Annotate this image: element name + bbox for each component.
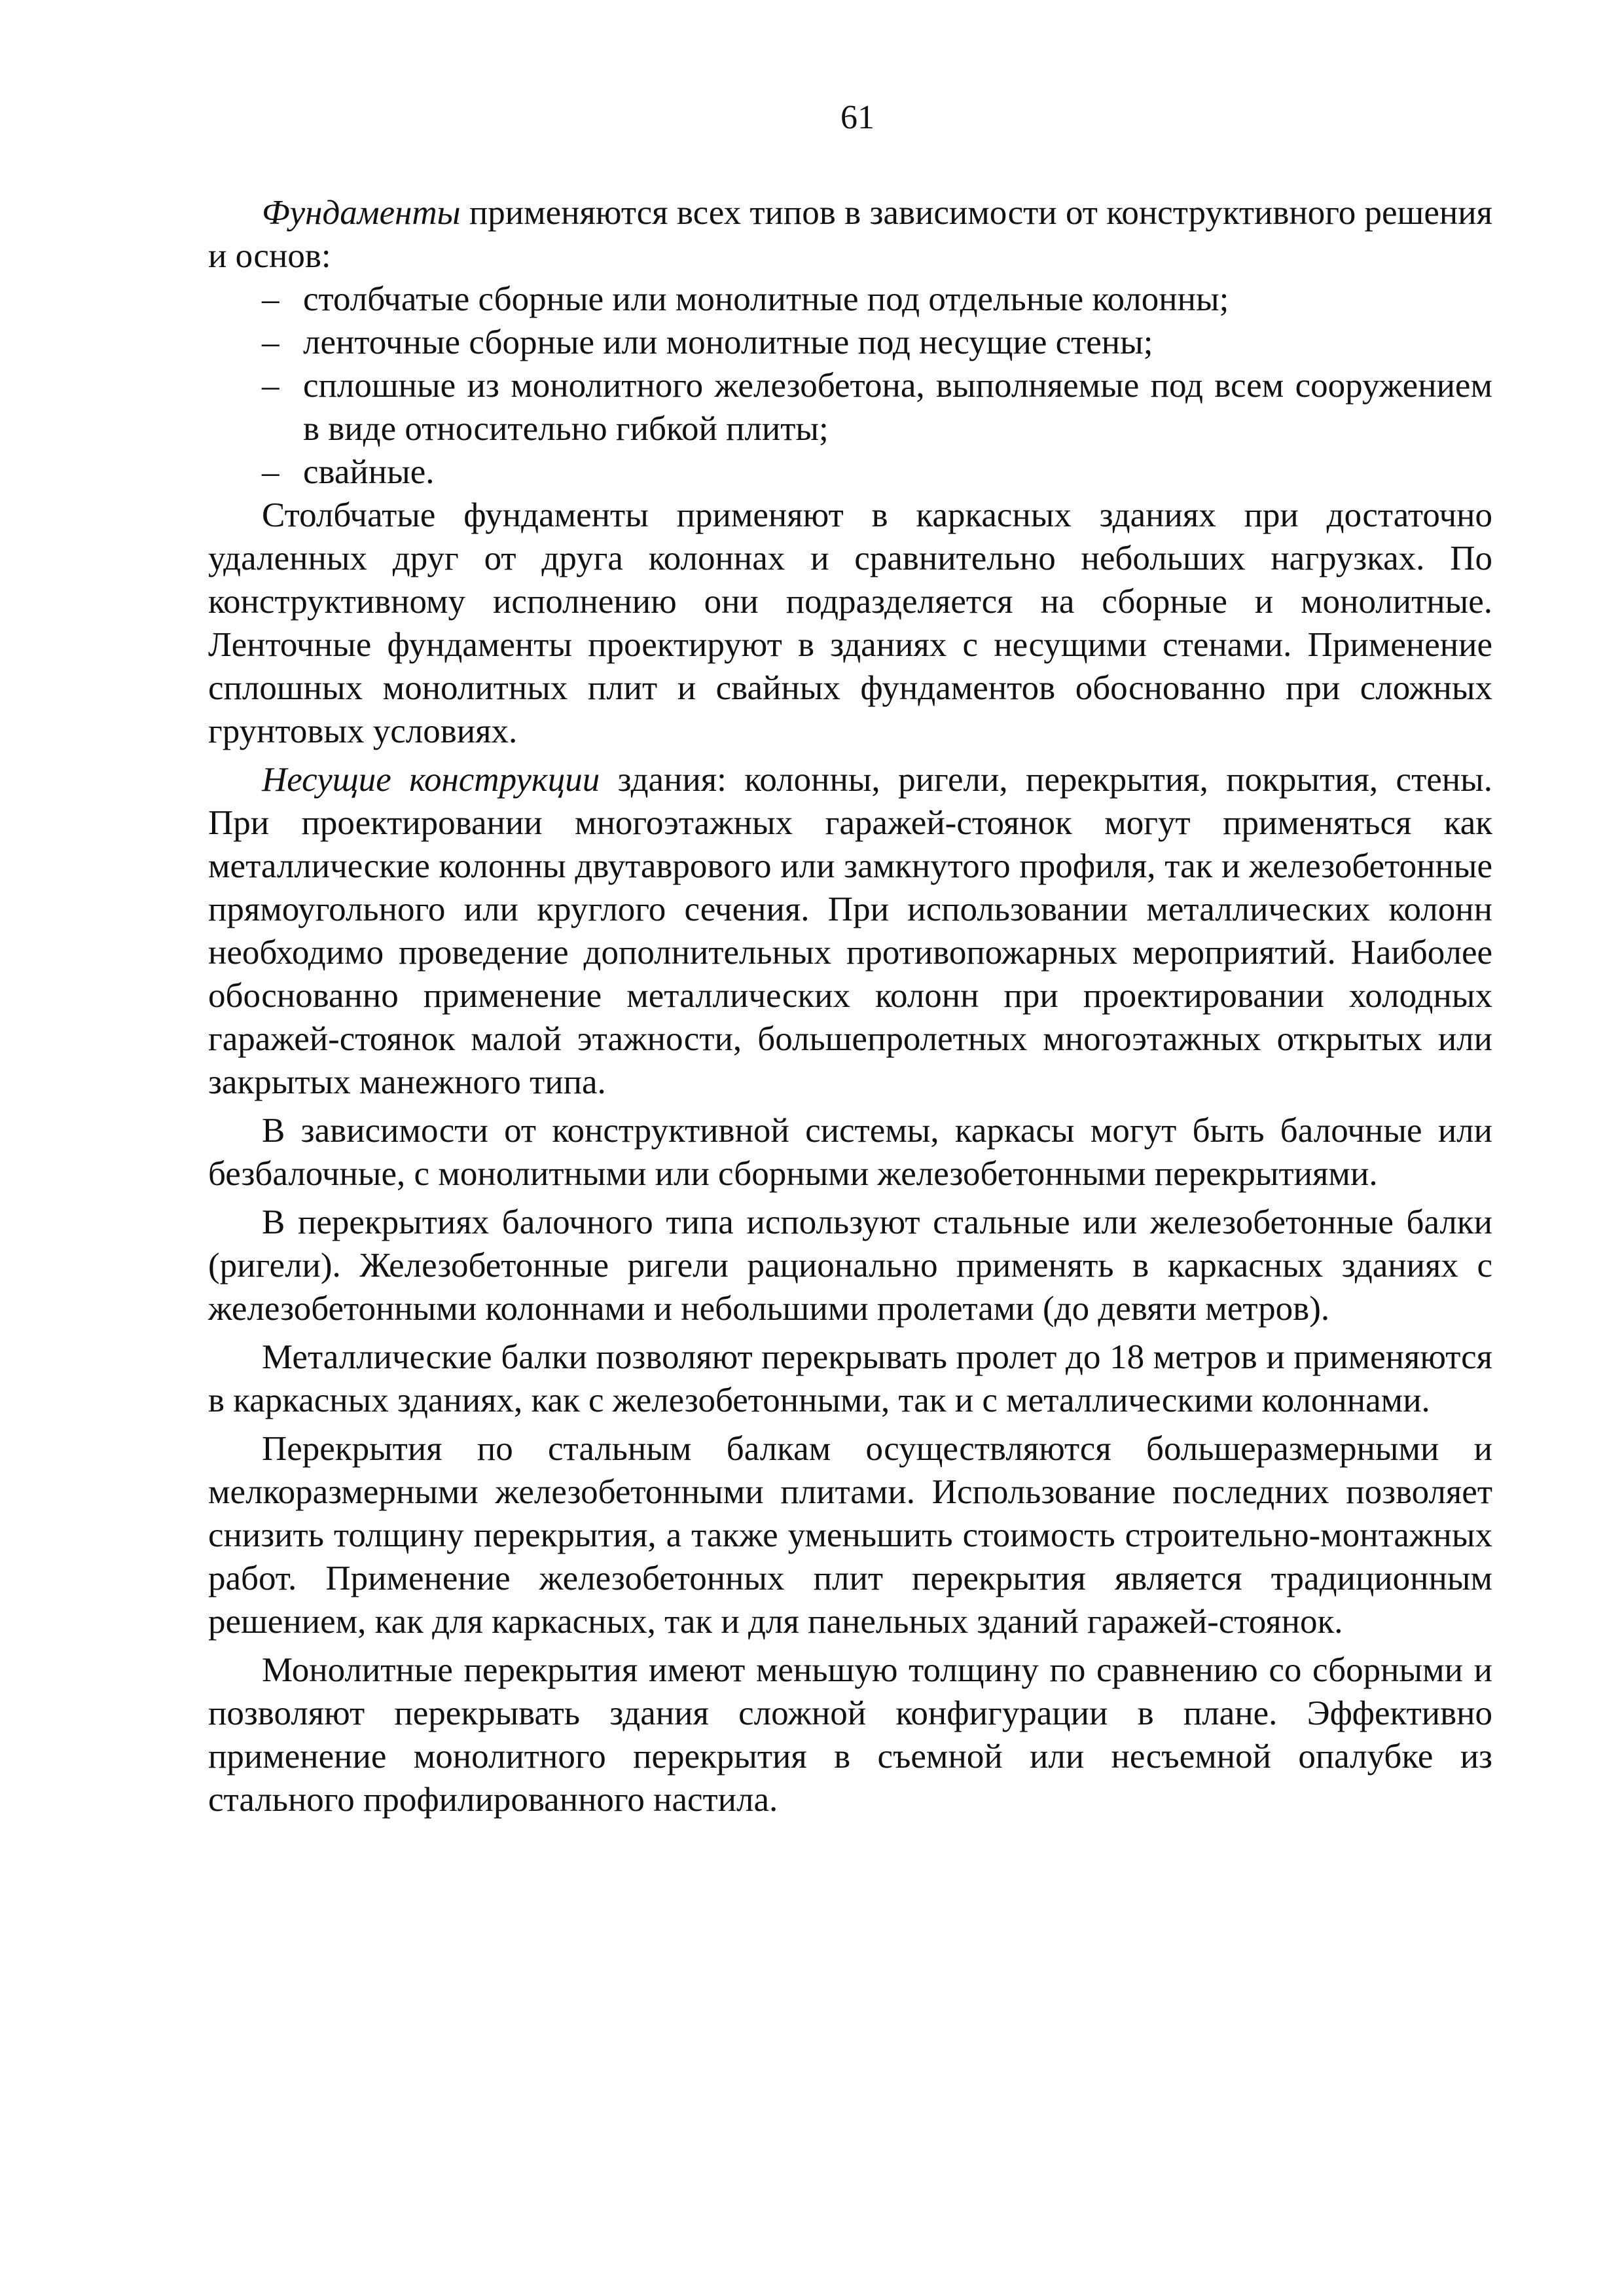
list-item bbox=[208, 321, 1492, 364]
italic-term-foundations: Фундаменты bbox=[262, 194, 461, 232]
list-dash: – bbox=[262, 367, 280, 405]
paragraph-load-bearing bbox=[208, 758, 1492, 1104]
paragraph-column-foundations: Столбчатые фундаменты применяют в каркасных зданиях при достаточно удаленных друг от друга колоннах и сравнительно небольших нагрузках. По конструктивному исполнению они подразделяется на сборные и монолитные. Ленточные фундаменты проектируют в зданиях с несущими стенами. Применение сплошных монолитных плит и свайных фундаментов обоснованно при сложных грунтовых условиях. bbox=[208, 496, 1492, 750]
paragraph-beam-floors: В перекрытиях балочного типа используют стальные или железобетонные балки (ригели). Железобетонные ригели рационально применять в каркасных зданиях с железобетонными колоннами и небольшими пролетами (до девяти метров). bbox=[208, 1203, 1492, 1328]
paragraph-metal-beams: Металлические балки позволяют перекрывать пролет до 18 метров и применяются в каркасных зданиях, как с железобетонными, так и с металлическими колоннами. bbox=[208, 1338, 1492, 1419]
list-item-text: столбчатые сборные или монолитные под отдельные колонны; bbox=[303, 280, 1229, 318]
page-number: 61 bbox=[840, 99, 875, 136]
paragraph-steel-beam-floors: Перекрытия по стальным балкам осуществляются большеразмерными и мелкоразмерными железобетонными плитами. Использование последних позволяет снизить толщину перекрытия, а также уменьшить стоимость строительно-монтажных работ. Применение железобетонных плит перекрытия является традиционным решением, как для каркасных, так и для панельных зданий гаражей-стоянок. bbox=[208, 1430, 1492, 1641]
list-dash: – bbox=[262, 280, 280, 318]
list-item bbox=[208, 450, 1492, 494]
list-item-text: свайные. bbox=[303, 453, 435, 491]
paragraph-foundations-intro bbox=[208, 191, 1492, 278]
list-item-text: сплошные из монолитного железобетона, выполняемые под всем сооружением в виде относительно гибкой плиты; bbox=[303, 367, 1492, 448]
list-item-text: ленточные сборные или монолитные под несущие стены; bbox=[303, 323, 1153, 361]
paragraph-frames: В зависимости от конструктивной системы, каркасы могут быть балочные или безбалочные, с монолитными или сборными железобетонными перекрытиями. bbox=[208, 1112, 1492, 1193]
foundation-types-list bbox=[208, 278, 1492, 494]
list-item bbox=[208, 364, 1492, 450]
document-body bbox=[208, 191, 1492, 1821]
italic-term-load-bearing: Несущие конструкции bbox=[262, 761, 600, 799]
list-dash: – bbox=[262, 323, 280, 361]
list-dash: – bbox=[262, 453, 280, 491]
paragraph-monolithic-floors: Монолитные перекрытия имеют меньшую толщину по сравнению со сборными и позволяют перекрывать здания сложной конфигурации в плане. Эффективно применение монолитного перекрытия в съемной или несъемной опалубке из стального профилированного настила. bbox=[208, 1651, 1492, 1819]
list-item bbox=[208, 278, 1492, 321]
paragraph-text: здания: колонны, ригели, перекрытия, покрытия, стены. При проектировании многоэтажных гаражей-стоянок могут применяться как металлические колонны двутаврового или замкнутого профиля, так и железобетонные прямоугольного или круглого сечения. При использовании металлических колонн необходимо проведение дополнительных противопожарных мероприятий. Наиболее обоснованно применение металлических колонн при проектировании холодных гаражей-стоянок малой этажности, большепролетных многоэтажных открытых или закрытых манежного типа. bbox=[208, 761, 1492, 1101]
paragraph-text: применяются всех типов в зависимости от конструктивного решения и основ: bbox=[208, 194, 1492, 275]
